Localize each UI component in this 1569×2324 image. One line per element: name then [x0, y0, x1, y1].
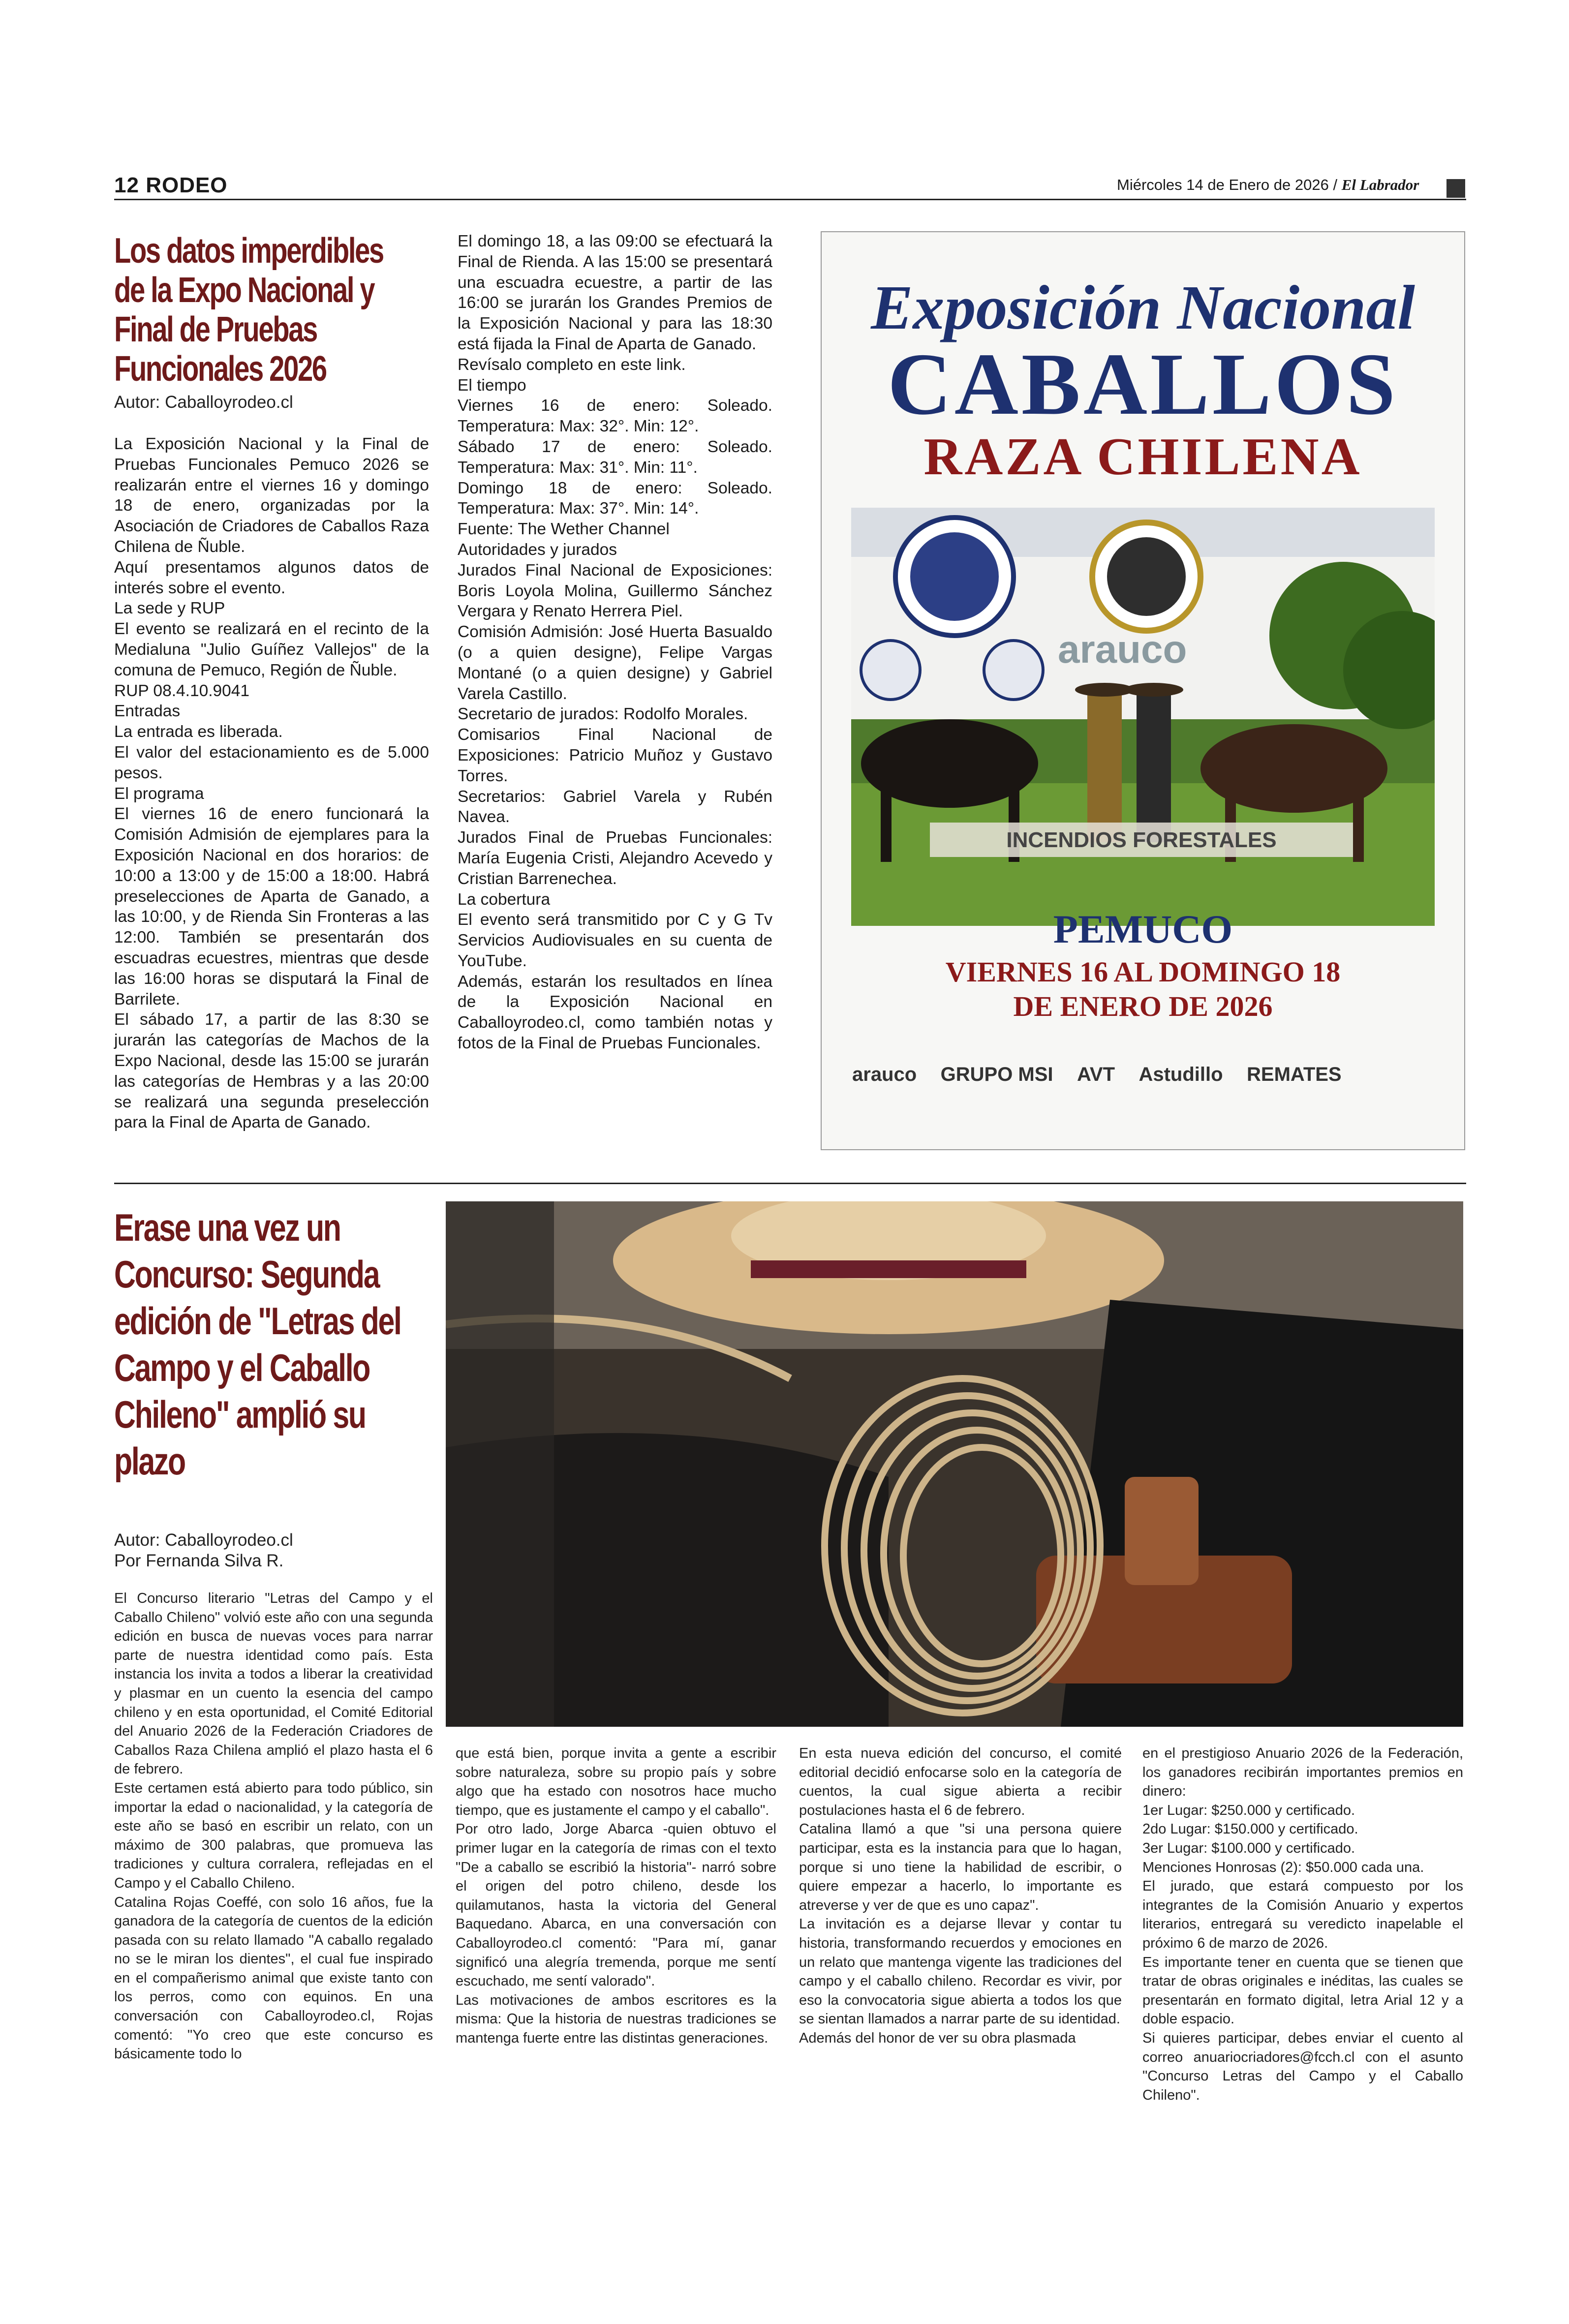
paragraph: El domingo 18, a las 09:00 se efectuará la Final de Rienda. A las 15:00 se presentará una escuadra ecuestre, a partir de las 16:00 se jurarán los Grandes Premios de la Exposición Nacional y para las 18:30 está fijada la Final de Aparta de Ganado. [458, 232, 772, 353]
article1-author: Autor: Caballoyrodeo.cl [114, 393, 293, 412]
poster-banner-text: INCENDIOS FORESTALES [1006, 828, 1277, 852]
poster-dates-line2: DE ENERO DE 2026 [1013, 990, 1273, 1022]
article1-column2 [458, 231, 772, 1054]
paragraph: Jurados Final Nacional de Exposiciones: Boris Loyola Molina, Guillermo Sánchez Vergara y Renato Herrera Piel. [458, 561, 772, 621]
paragraph: Secretario de jurados: Rodolfo Morales. [458, 705, 748, 724]
poster-title-line2: CABALLOS [887, 335, 1399, 433]
poster-sponsor-top: arauco [1058, 627, 1187, 671]
subheading: El programa [114, 784, 204, 803]
page-number: 12 [114, 173, 139, 197]
paragraph: Comisión Admisión: José Huerta Basualdo (o a quien designe), Felipe Vargas Montané (o a quien designe) y Gabriel Varela Castillo. [458, 623, 772, 703]
header-rule [114, 199, 1466, 200]
poster-place: PEMUCO [1053, 907, 1233, 951]
subheading: Entradas [114, 702, 181, 721]
newspaper-name: El Labrador [1341, 176, 1419, 193]
article2-column1 [114, 1589, 433, 2064]
paragraph: Si quieres participar, debes enviar el cuento al correo anuariocriadores@fcch.cl con el asunto "Concurso Letras del Campo y el Caballo Chileno". [1142, 2030, 1463, 2103]
article1-column1 [114, 434, 429, 1133]
article2-author: Autor: Caballoyrodeo.cl [114, 1530, 293, 1550]
paragraph: En esta nueva edición del concurso, el comité editorial decidió enfocarse solo en la categoría de cuentos, la cual sigue abierta a recibir postulaciones hasta el 6 de febrero. [799, 1745, 1122, 1818]
paragraph: El evento se realizará en el recinto de la Medialuna "Julio Guíñez Vallejos" de la comuna de Pemuco, Región de Ñuble. [114, 620, 429, 679]
sponsor-logo: Astudillo [1138, 1064, 1223, 1085]
subheading: La sede y RUP [114, 599, 225, 618]
paragraph: Sábado 17 de enero: Soleado. Temperatura: Max: 31°. Min: 11°. [458, 437, 772, 477]
paragraph: El viernes 16 de enero funcionará la Comisión Admisión de ejemplares para la Exposición Nacional en dos horarios: de 10:00 a 13:00 y de 15:00 a 18:00. Habrá preselecciones de Aparta de Ganado, a las 10:00, y de Rienda Sin Fronteras a las 12:00. También se presentarán dos escuadras ecuestres, mientras que desde las 16:00 horas se disputará la Final de Barrilete. [114, 805, 429, 1009]
poster-horses-photo [851, 508, 1435, 926]
paragraph: El sábado 17, a partir de las 8:30 se jurarán las categorías de Machos de la Expo Nacional, desde las 15:00 se jurarán las categorías de Hembras y a las 20:00 se realizará una segunda preselección para la Final de Aparta de Ganado. [114, 1010, 429, 1132]
paragraph: RUP 08.4.10.9041 [114, 681, 250, 700]
paragraph: Las motivaciones de ambos escritores es la misma: Que la historia de nuestras tradiciones se mantenga fuerte entre las distintas generaciones. [456, 1992, 776, 2046]
paragraph: Catalina Rojas Coeffé, con solo 16 años, fue la ganadora de la categoría de cuentos de la edición pasada con su relato llamado "A caballo regalado no se le miran los dientes", el cual fue inspirado en el compañerismo animal que existe tanto con los perros, como con equinos. En una conversación con Caballoyrodeo.cl, Rojas comentó: "Yo creo que este concurso es básicamente todo lo [114, 1894, 433, 2062]
prize-line: Menciones Honrosas (2): $50.000 cada una. [1142, 1859, 1424, 1875]
paragraph: Es importante tener en cuenta que se tienen que tratar de obras originales e inéditas, las cuales se presentarán en formato digital, letra Arial 12 y a doble espacio. [1142, 1954, 1463, 2027]
poster-dates-line1: VIERNES 16 AL DOMINGO 18 [945, 956, 1341, 988]
subheading: El tiempo [458, 376, 526, 395]
paragraph: Además, estarán los resultados en línea de la Exposición Nacional en Caballoyrodeo.cl, como también notas y fotos de la Final de Pruebas Funcionales. [458, 972, 772, 1053]
article1-title: Los datos imperdibles de la Expo Nacional y Final de Pruebas Funcionales 2026 [114, 231, 383, 389]
paragraph: Además del honor de ver su obra plasmada [799, 2030, 1076, 2046]
paragraph: Revísalo completo en este link. [458, 355, 686, 374]
prize-line: 3er Lugar: $100.000 y certificado. [1142, 1840, 1355, 1856]
paragraph: El jurado, que estará compuesto por los integrantes de la Comisión Anuario y expertos literarios, entregará su veredicto inapelable el próximo 6 de marzo de 2026. [1142, 1878, 1463, 1951]
paragraph: El evento será transmitido por C y G Tv Servicios Audiovisuales en su cuenta de YouTube. [458, 911, 772, 970]
paragraph: que está bien, porque invita a gente a escribir sobre naturaleza, sobre su propio país y sobre algo que ha estado con nosotros hace mucho tiempo, que es justamente el campo y el caballo". [456, 1745, 776, 1818]
sponsor-logo: GRUPO MSI [940, 1064, 1053, 1085]
prize-line: 2do Lugar: $150.000 y certificado. [1142, 1821, 1358, 1837]
article2-column4 [1142, 1744, 1463, 2105]
page-header-left [114, 173, 228, 198]
article2-title: Erase una vez un Concurso: Segunda edición de "Letras del Campo y el Caballo Chileno" amplió su plazo [114, 1206, 401, 1483]
sponsor-logo: AVT [1077, 1064, 1115, 1085]
article2-byline: Por Fernanda Silva R. [114, 1551, 284, 1570]
paragraph: El valor del estacionamiento es de 5.000 pesos. [114, 743, 429, 782]
paragraph: Viernes 16 de enero: Soleado. Temperatura: Max: 32°. Min: 12°. [458, 397, 772, 436]
paragraph: Este certamen está abierto para todo público, sin importar la edad o nacionalidad, y la categoría de este año se basó en escribir un relato, con un máximo de 300 palabras, que promueva las tradiciones y cultura corralera, reflejadas en el Campo y el Caballo Chileno. [114, 1780, 433, 1891]
section-name: RODEO [146, 173, 228, 197]
paragraph: Comisarios Final Nacional de Exposiciones: Patricio Muñoz y Gustavo Torres. [458, 726, 772, 785]
poster-title-line3: RAZA CHILENA [923, 428, 1362, 486]
section-divider [114, 1183, 1466, 1184]
paragraph: en el prestigioso Anuario 2026 de la Federación, los ganadores recibirán importantes premios en dinero: [1142, 1745, 1463, 1800]
header-marker-box [1446, 179, 1465, 198]
event-poster [821, 231, 1465, 1150]
prize-line: 1er Lugar: $250.000 y certificado. [1142, 1802, 1355, 1818]
article2-column3 [799, 1744, 1122, 2048]
subheading: Autoridades y jurados [458, 540, 617, 559]
page-header-right [1117, 176, 1419, 194]
header-separator: / [1333, 176, 1338, 193]
paragraph: Jurados Final de Pruebas Funcionales: María Eugenia Cristi, Alejandro Acevedo y Cristian Barrenechea. [458, 828, 772, 888]
poster-title-line1: Exposición Nacional [871, 273, 1415, 342]
paragraph: La invitación es a dejarse llevar y contar tu historia, transformando recuerdos y emociones en un relato que mantenga vigente las tradiciones del campo y el caballo chileno. Recordar es vivir, por eso la convocatoria sigue abierta a todos los que se sientan llamados a narrar parte de su identidad. [799, 1916, 1122, 2027]
paragraph: Secretarios: Gabriel Varela y Rubén Navea. [458, 787, 772, 826]
paragraph: Domingo 18 de enero: Soleado. Temperatura: Max: 37°. Min: 14°. [458, 479, 772, 518]
paragraph: El Concurso literario "Letras del Campo y el Caballo Chileno" volvió este año con una segunda edición en busca de nuevas voces para narrar parte de nuestra identidad como país. Esta instancia los invita a todos a liberar la creatividad y plasmar en un cuento la esencia del campo chileno y en esta oportunidad, el Comité Editorial del Anuario 2026 de la Federación Criadores de Caballos Raza Chilena amplió el plazo hasta el 6 de febrero. [114, 1590, 433, 1777]
huaso-lasso-photo [446, 1201, 1463, 1727]
paragraph: Fuente: The Wether Channel [458, 520, 670, 539]
sponsor-logo: arauco [852, 1064, 917, 1085]
paragraph: La Exposición Nacional y la Final de Pruebas Funcionales Pemuco 2026 se realizarán entre el viernes 16 y domingo 18 de enero, organizadas por la Asociación de Criadores de Caballos Raza Chilena de Ñuble. [114, 435, 429, 556]
paragraph: Catalina llamó a que "si una persona quiere participar, esta es la instancia para que lo hagan, porque si uno tiene la habilidad de escribir, o quiere empezar a hacerlo, lo importante es atreverse y ver de que es uno capaz". [799, 1821, 1122, 1913]
paragraph: Por otro lado, Jorge Abarca -quien obtuvo el primer lugar en la categoría de rimas con el texto "De a caballo se escribió la historia"- narró sobre el origen del potro chileno, desde los quilamutanos, hasta la victoria del General Baquedano. Abarca, en una conversación con Caballoyrodeo.cl comentó: "Para mí, ganar significó una alegría tremenda, porque me sentí escuchado, me sentí valorado". [456, 1821, 776, 1989]
paragraph: La entrada es liberada. [114, 723, 283, 741]
paragraph: Aquí presentamos algunos datos de interés sobre el evento. [114, 558, 429, 597]
subheading: La cobertura [458, 890, 551, 909]
sponsor-logo: REMATES [1247, 1064, 1342, 1085]
article2-column2 [456, 1744, 776, 2048]
poster-sponsor-row [841, 1064, 1445, 1132]
issue-date: Miércoles 14 de Enero de 2026 [1117, 176, 1329, 193]
